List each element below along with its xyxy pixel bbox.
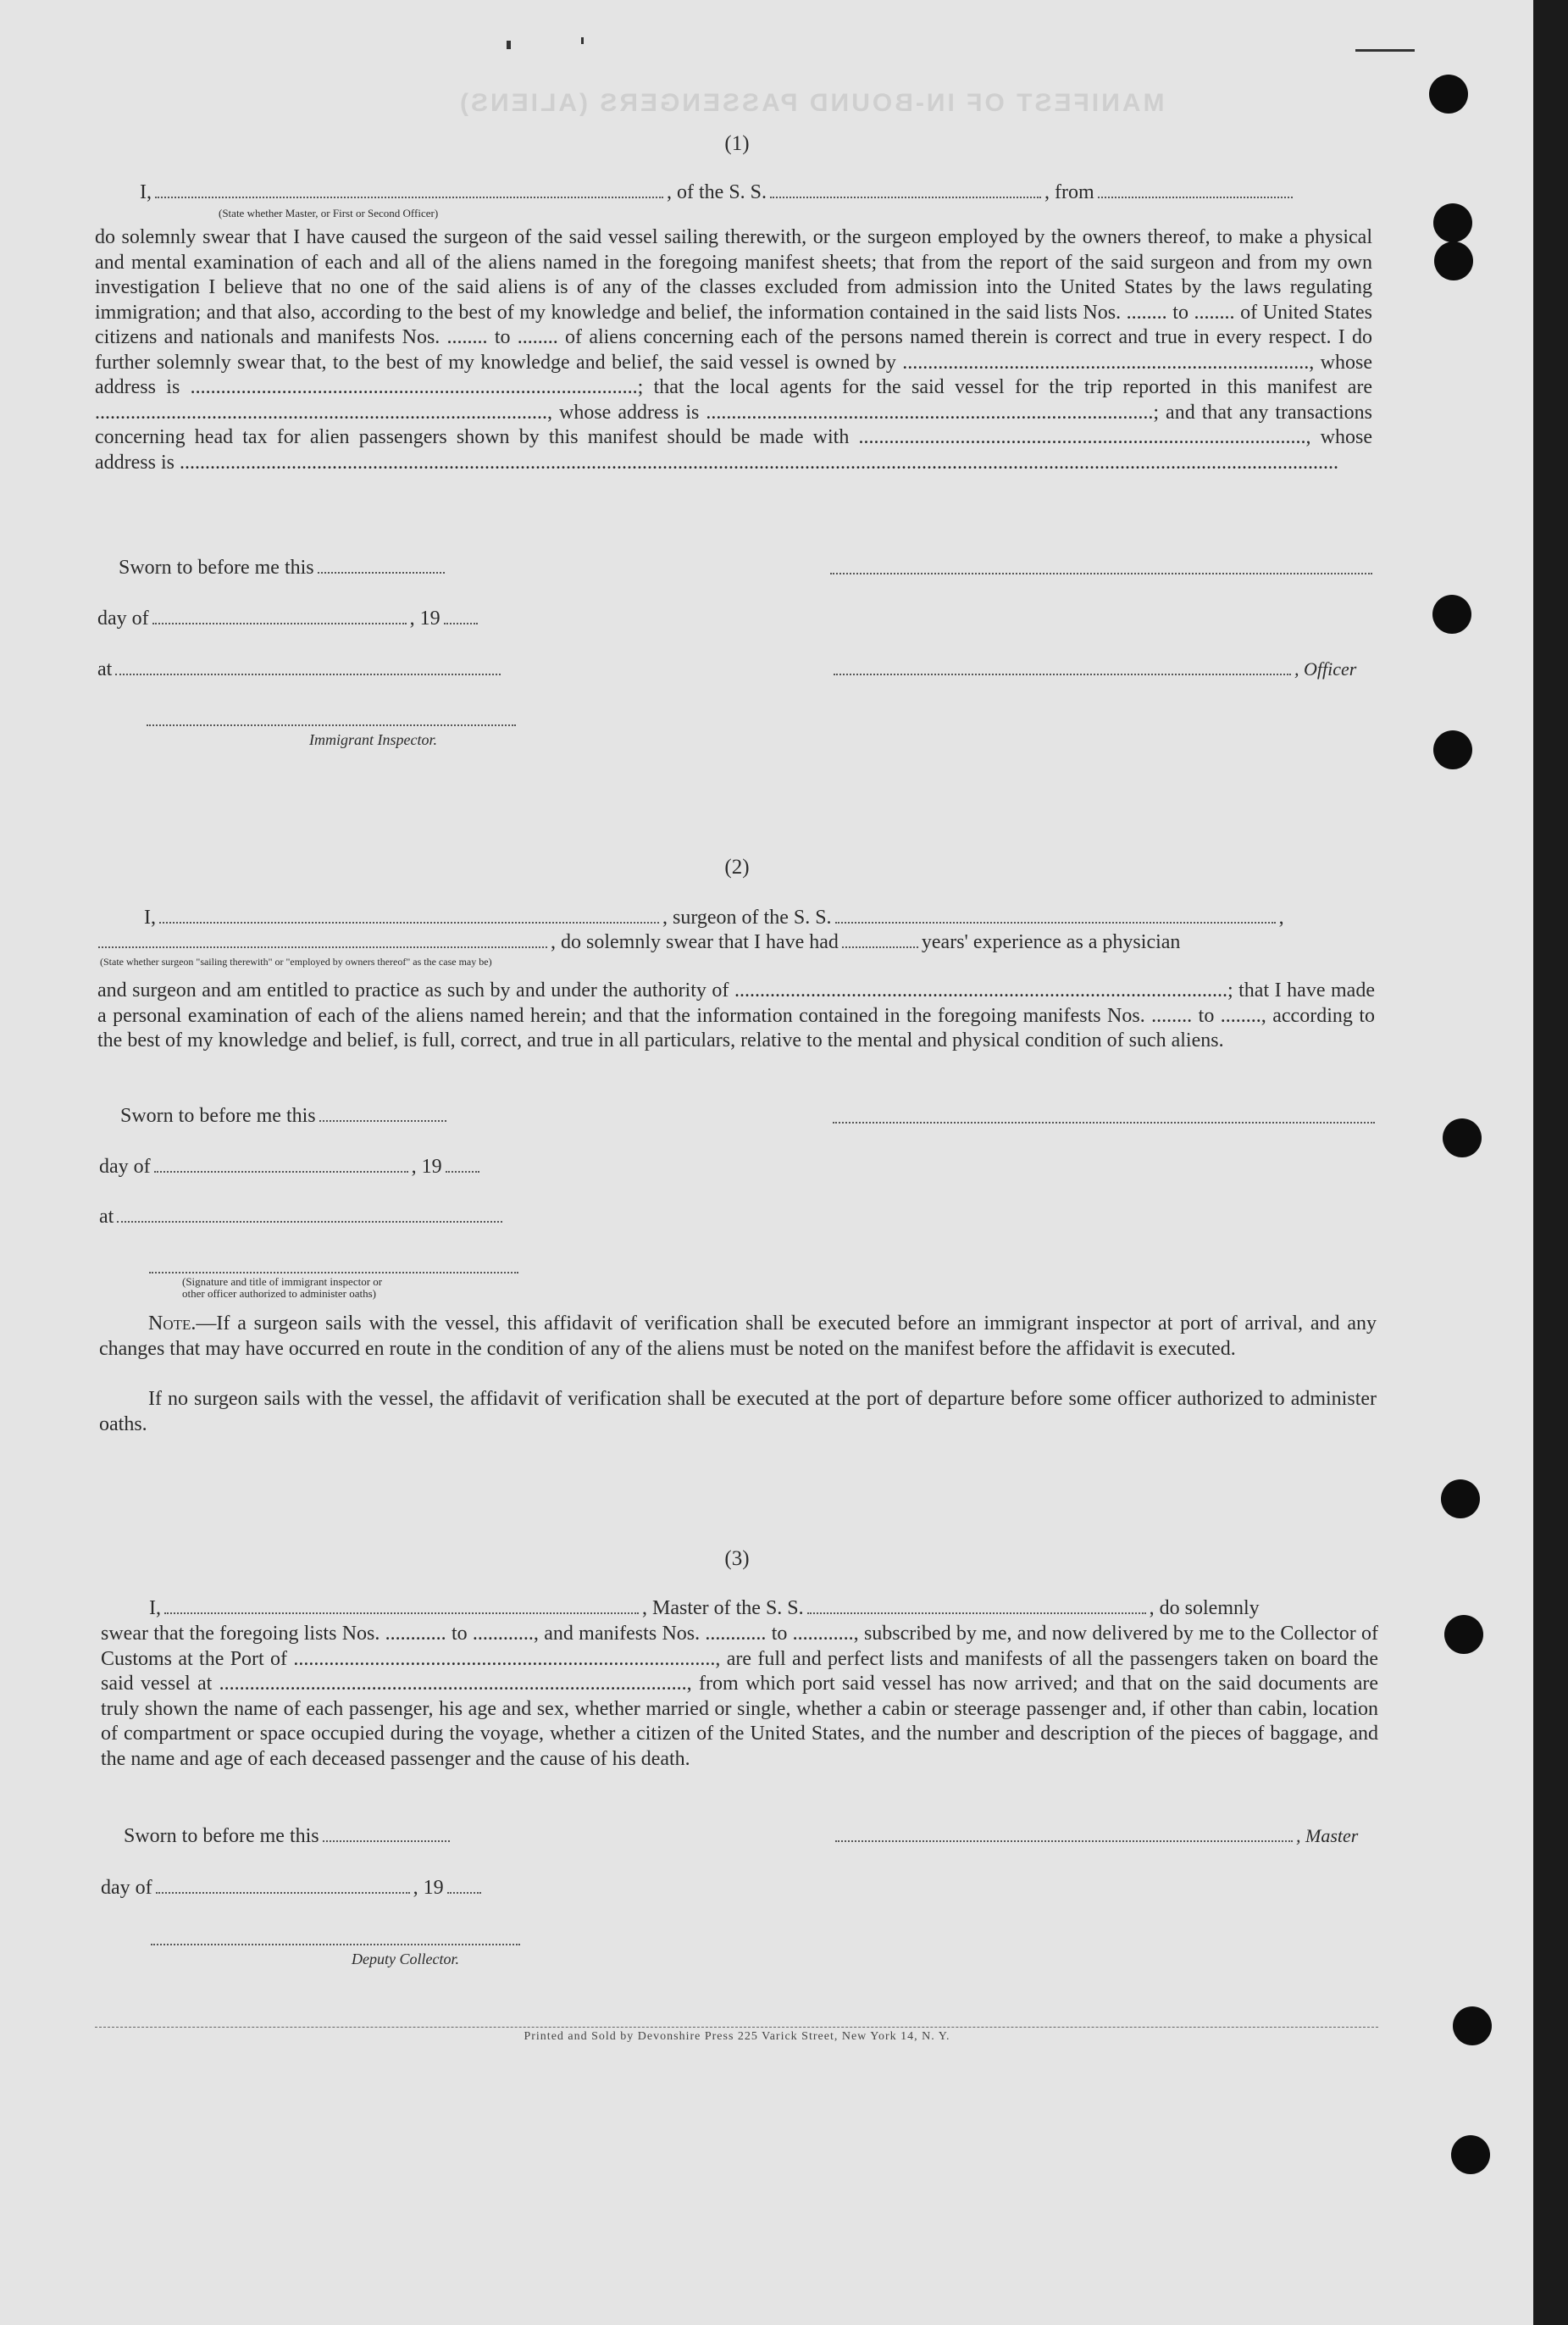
year-field[interactable] <box>444 608 478 624</box>
at-label: at <box>99 1206 114 1228</box>
punch-hole <box>1441 1479 1480 1518</box>
scan-edge <box>1533 0 1568 2325</box>
immigrant-inspector-label: Immigrant Inspector. <box>309 731 437 748</box>
footer-rule <box>95 2027 1378 2028</box>
section-3-day-of <box>101 1875 485 1901</box>
signature-caption-line-2: other officer authorized to administer oaths) <box>182 1287 376 1300</box>
section-1-at <box>97 657 504 682</box>
master-label: , Master <box>1296 1825 1359 1846</box>
officer-title-field[interactable] <box>834 658 1291 675</box>
section-2-surgeon-caption: (State whether surgeon "sailing therewith" or "employed by owners thereof" as the case may be) <box>100 956 492 968</box>
section-1-from-label: , from <box>1044 181 1094 203</box>
scan-mark <box>507 41 511 49</box>
printer-imprint: Printed and Sold by Devonshire Press 225 Varick Street, New York 14, N. Y. <box>524 2030 950 2043</box>
section-3-sworn <box>124 1823 453 1849</box>
day-of-label: day of <box>99 1156 151 1178</box>
sworn-day-field[interactable] <box>318 557 445 574</box>
sworn-day-field[interactable] <box>323 1825 450 1842</box>
bleed-through-text: MANIFEST OF IN-BOUND PASSENGERS (ALIENS) <box>457 89 1165 117</box>
section-3-body: swear that the foregoing lists Nos. ............ to ............, and manifests Nos. ............ to ............, subscribed by me, and now delivered by me to the Collector of Customs at the Port of ..................................................................................., are full and perfect lists and manifests of all the passengers taken on board the said vessel at ............................................................................................, from which port said vessel has now arrived; and that on the said documents are truly shown the name of each passenger, his age and sex, whether married or single, whether a cabin or steerage passenger and, if other than cabin, location of compartment or space occupied during the voyage, whether a citizen of the United States, and the number and description of the pieces of baggage, and the name and age of each deceased passenger and the cause of his death. <box>101 1623 1378 1770</box>
section-3-number: (3) <box>724 1547 750 1570</box>
master-signature-field[interactable] <box>835 1825 1293 1842</box>
swear-label: , do solemnly swear that I have had <box>551 931 839 953</box>
punch-hole <box>1433 203 1472 242</box>
section-1-day-of <box>97 606 481 631</box>
do-solemnly-label: , do solemnly <box>1149 1597 1260 1619</box>
sworn-label: Sworn to before me this <box>119 557 314 579</box>
note-paragraph <box>99 1312 1377 1362</box>
note-label: Note. <box>148 1312 197 1335</box>
signature-caption-line-1: (Signature and title of immigrant inspector or <box>182 1275 383 1288</box>
section-2-second-line <box>95 929 1180 955</box>
years-field[interactable] <box>842 931 918 948</box>
section-3-first-line <box>149 1595 1260 1621</box>
section-1-ss-label: , of the S. S. <box>667 181 767 203</box>
day-of-label: day of <box>101 1877 152 1899</box>
section-2-i: I, <box>144 907 156 929</box>
year-label: , 19 <box>411 1156 442 1178</box>
section-1-body: do solemnly swear that I have caused the surgeon of the said vessel sailing therewith, or the surgeon employed by the owners thereof, to make a physical and mental examination of each and all of the aliens named in the foregoing manifest sheets; that from the report of the said surgeon and from my own investigation I believe that no one of the said aliens is of any of the classes excluded from admission into the United States by the laws regulating immigration; and that also, according to the best of my knowledge and belief, the information contained in the said lists Nos. ........ to ........ of United States citizens and nationals and manifests Nos. ........ to ........ of aliens concerning each of the persons named therein is correct and true in every respect. I do further solemnly swear that, to the best of my knowledge and belief, the said vessel is owned by ................................................................................, whose address is ........................................................................................; that the local agents for the said vessel for the trip reported in this manifest are ........................................................................................., whose address is ........................................................................................; and that any transactions concerning head tax for alien passengers shown by this manifest should be made with ........................................................................................, whose address is .................................................................................................................................................................................................................................... <box>95 226 1372 474</box>
years-label: years' experience as a physician <box>921 931 1181 953</box>
sworn-label: Sworn to before me this <box>124 1825 319 1847</box>
section-1-officer-caption: (State whether Master, or First or Second Officer) <box>219 207 439 219</box>
punch-hole <box>1432 595 1471 634</box>
section-2-number: (2) <box>724 856 750 879</box>
inspector-signature-line[interactable] <box>147 724 516 726</box>
punch-hole <box>1444 1615 1483 1654</box>
master-vessel-field[interactable] <box>807 1597 1146 1614</box>
day-of-label: day of <box>97 608 149 630</box>
master-of-label: , Master of the S. S. <box>642 1597 804 1619</box>
place-field[interactable] <box>117 1206 502 1223</box>
vessel-name-field[interactable] <box>770 181 1041 198</box>
section-1-first-line <box>140 180 1296 205</box>
section-2-day-of <box>99 1154 483 1179</box>
punch-hole <box>1429 75 1468 114</box>
section-1-officer-line <box>830 657 1356 682</box>
surgeon-status-field[interactable] <box>98 931 547 948</box>
section-1-number: (1) <box>724 132 750 155</box>
authorized-officer-signature-line[interactable] <box>149 1272 518 1273</box>
punch-hole <box>1451 2135 1490 2174</box>
section-2-sworn <box>120 1103 450 1129</box>
scan-mark <box>1355 49 1415 52</box>
month-field[interactable] <box>156 1877 410 1894</box>
surgeon-signature-line[interactable] <box>833 1122 1375 1124</box>
year-label: , 19 <box>413 1877 444 1899</box>
place-field[interactable] <box>115 658 501 675</box>
at-label: at <box>97 658 113 680</box>
section-2-first-line: I, , surgeon of the S. S. , <box>144 907 1284 929</box>
punch-hole <box>1433 730 1472 769</box>
officer-signature-line[interactable] <box>830 573 1372 574</box>
year-label: , 19 <box>409 608 440 630</box>
month-field[interactable] <box>152 608 407 624</box>
deputy-collector-label: Deputy Collector. <box>352 1950 459 1967</box>
year-field[interactable] <box>447 1877 481 1894</box>
year-field[interactable] <box>446 1156 479 1173</box>
officer-label: , Officer <box>1294 658 1357 680</box>
note-text: —If a surgeon sails with the vessel, this affidavit of verification shall be executed before an immigrant inspector at port of arrival, and any changes that may have occurred en route in the condition of any of the aliens must be noted on the manifest before the affidavit is executed. <box>99 1312 1377 1360</box>
surgeon-of-label: , surgeon of the S. S. <box>662 907 832 929</box>
section-1-i: I, <box>140 181 152 203</box>
section-2-at <box>99 1204 506 1229</box>
surgeon-vessel-field[interactable] <box>835 907 1276 924</box>
sworn-label: Sworn to before me this <box>120 1105 316 1127</box>
officer-name-field[interactable] <box>155 181 663 198</box>
punch-hole <box>1443 1118 1482 1157</box>
note-paragraph-2: If no surgeon sails with the vessel, the affidavit of verification shall be executed at the port of departure before some officer authorized to administer oaths. <box>99 1388 1377 1435</box>
surgeon-name-field[interactable] <box>159 907 659 924</box>
collector-signature-line[interactable] <box>151 1944 520 1945</box>
scan-mark <box>581 37 584 44</box>
section-2-body: and surgeon and am entitled to practice as such by and under the authority of .................................................................................................; that I have made a personal examination of each of the aliens named herein; and that the information contained in the foregoing manifests Nos. ........ to ........, according to the best of my knowledge and belief, is full, correct, and true in all particulars, relative to the mental and physical condition of such aliens. <box>97 979 1375 1052</box>
departure-port-field[interactable] <box>1098 181 1293 198</box>
section-1-sworn <box>119 555 448 580</box>
section-3-i: I, <box>149 1597 161 1619</box>
sworn-day-field[interactable] <box>319 1105 446 1122</box>
section-3-master-line <box>832 1823 1358 1849</box>
punch-hole <box>1434 241 1473 280</box>
month-field[interactable] <box>154 1156 408 1173</box>
master-name-field[interactable] <box>164 1597 639 1614</box>
